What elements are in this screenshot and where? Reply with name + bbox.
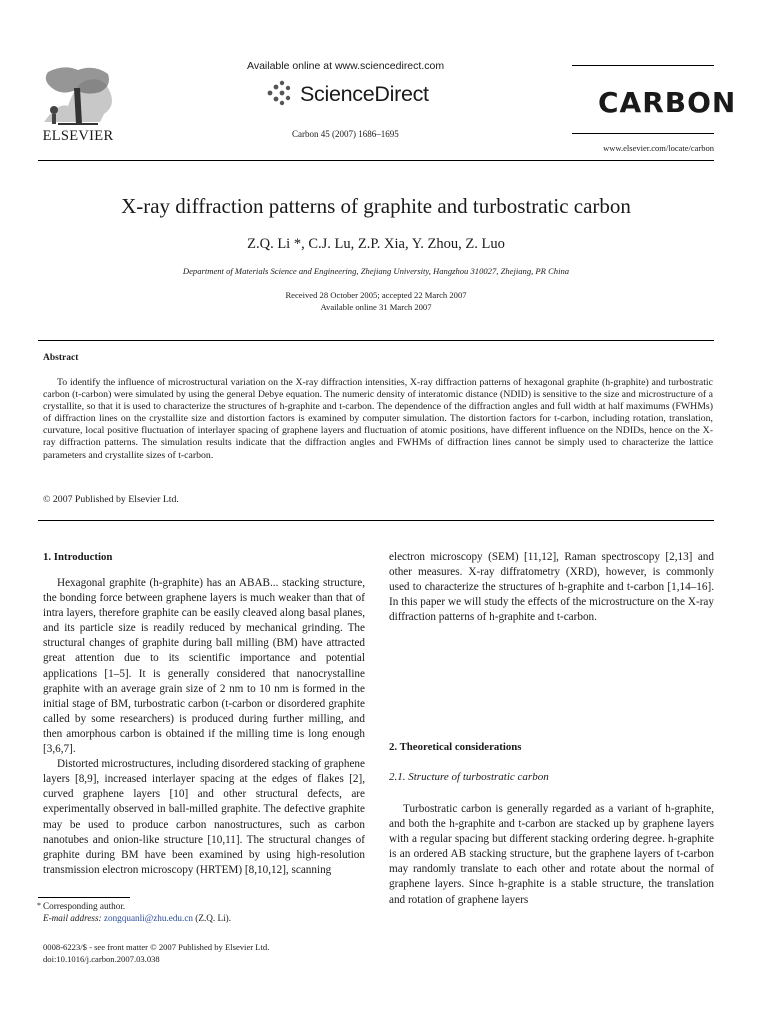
right-column-section-2 <box>389 802 714 908</box>
received-dates: Received 28 October 2005; accepted 22 March 2007 <box>285 290 467 300</box>
doi-line[interactable]: doi:10.1016/j.carbon.2007.03.038 <box>43 954 160 964</box>
abstract-rule-bottom <box>38 520 714 521</box>
section-heading-theory: 2. Theoretical considerations <box>389 741 522 753</box>
abstract-rule-top <box>38 340 714 341</box>
intro-paragraph-2-continued: electron microscopy (SEM) [11,12], Raman spectroscopy [2,13] and other measures. X-ray diffratometry (XRD), however, is commonly used to characterize the structures of h-graphite and t-carbon [1,14–16]. In this paper we will study the effects of the microstructure on the X-ray diffraction patterns of h-graphite and t-carbon. <box>389 551 714 624</box>
header-rule <box>38 160 714 161</box>
issn-line: 0008-6223/$ - see front matter © 2007 Published by Elsevier Ltd. <box>43 942 270 952</box>
available-online-date: Available online 31 March 2007 <box>320 302 432 312</box>
journal-title-rule-bottom <box>572 133 714 134</box>
email-suffix: (Z.Q. Li). <box>195 913 232 923</box>
email-label: E-mail address: <box>43 913 102 923</box>
sciencedirect-dots-icon <box>266 79 294 107</box>
journal-title-rule-top <box>572 65 714 66</box>
footnote-rule <box>38 897 130 898</box>
journal-reference: Carbon 45 (2007) 1686–1695 <box>292 129 399 139</box>
journal-url-link[interactable]: www.elsevier.com/locate/carbon <box>603 143 714 153</box>
subsection-heading-turbostratic: 2.1. Structure of turbostratic carbon <box>389 771 549 783</box>
left-column <box>43 576 365 878</box>
copyright-line: © 2007 Published by Elsevier Ltd. <box>43 494 179 505</box>
corresponding-author-footnote <box>37 900 232 924</box>
intro-paragraph-2: Distorted microstructures, including disordered stacking of graphene layers [8,9], increased interlayer spacing at the edges of flakes [2], curved graphene layers [10] and other structural defects, are experimentally observed in ball-milled graphite. The defective graphite may be used to produce carbon nanostructures, such as carbon nanotubes and onion-like structure [10,11]. The structural changes of graphite during BM have been examined by using high-resolution transmission electron microscopy (HRTEM) [8,10,12], scanning <box>43 758 365 876</box>
abstract-heading: Abstract <box>43 353 79 363</box>
paper-title: X-ray diffraction patterns of graphite and turbostratic carbon <box>121 194 631 218</box>
footnote-corresponding: Corresponding author. <box>43 901 126 911</box>
email-link[interactable]: zongquanli@zhu.edu.cn <box>103 913 193 923</box>
front-matter <box>43 941 269 965</box>
section-heading-introduction: 1. Introduction <box>43 551 113 563</box>
author-list: Z.Q. Li *, C.J. Lu, Z.P. Xia, Y. Zhou, Z. Luo <box>247 236 505 252</box>
journal-title: CARBON <box>598 86 737 119</box>
publisher-wordmark: ELSEVIER <box>42 128 114 144</box>
footnote-marker: * <box>37 901 41 910</box>
intro-paragraph-1: Hexagonal graphite (h-graphite) has an ABAB... stacking structure, the bonding force between graphene layers is much weaker than that of intra layers, therefore graphite can be easily cleaved along basal planes, and its particle size is readily reduced by mechanical grinding. The structural changes of graphite during ball milling (BM) have attracted great attention due to its scientific importance and potential applications [1–5]. It is generally considered that nanocrystalline graphite with an average grain size of 2 nm to 10 nm is formed in the initial stage of BM, turbostratic carbon (t-carbon or disordered graphite called by some researchers) is produced during further milling, and then amorphous carbon is obtained if the milling time is long enough [3,6,7]. <box>43 577 365 756</box>
affiliation: Department of Materials Science and Engineering, Zhejiang University, Hangzhou 310027, Zhejiang, PR China <box>182 266 570 276</box>
theory-paragraph-1: Turbostratic carbon is generally regarded as a variant of h-graphite, and both the h-graphite and t-carbon are stacked up by graphene layers with a regular spacing but different stacking ordering degree. h-graphite is an ordered AB stacking structure, but the graphene layers of t-carbon may randomly translate to each other and rotate about the normal of graphene layers. Since h-graphite is a stable structure, the translation and rotation of graphene layers <box>389 803 714 906</box>
abstract-text: To identify the influence of microstructural variation on the X-ray diffraction intensities, X-ray diffraction patterns of hexagonal graphite (h-graphite) and turbostratic carbon (t-carbon) were simulated by using the general Debye equation. The numeric density of interatomic distance (NDID) is sensitive to the size and microstructure of a crystallite, so that it is used to characterize the structures of h-graphite and t-carbon. The dependence of the diffraction angles and full width at half maximums (FWHMs) of diffraction lines on the crystallite size and distortion factors is examined by computer simulation. The distortion factors for t-carbon, including rotation, translation, curvature, local positive fluctuation of interlayer spacing of graphene layers and fluctuation of atomic positions, have different influence on the NDIDs, hence on the X-ray diffraction patterns. The simulation results indicate that the diffraction angles and FWHMs of diffraction lines cannot be simply used to characterize the lattice parameters and crystallite sizes of t-carbon. <box>43 377 713 461</box>
elsevier-tree-logo <box>38 62 116 130</box>
available-online-text[interactable]: Available online at www.sciencedirect.com <box>247 60 445 72</box>
sciencedirect-wordmark: ScienceDirect <box>300 82 429 106</box>
